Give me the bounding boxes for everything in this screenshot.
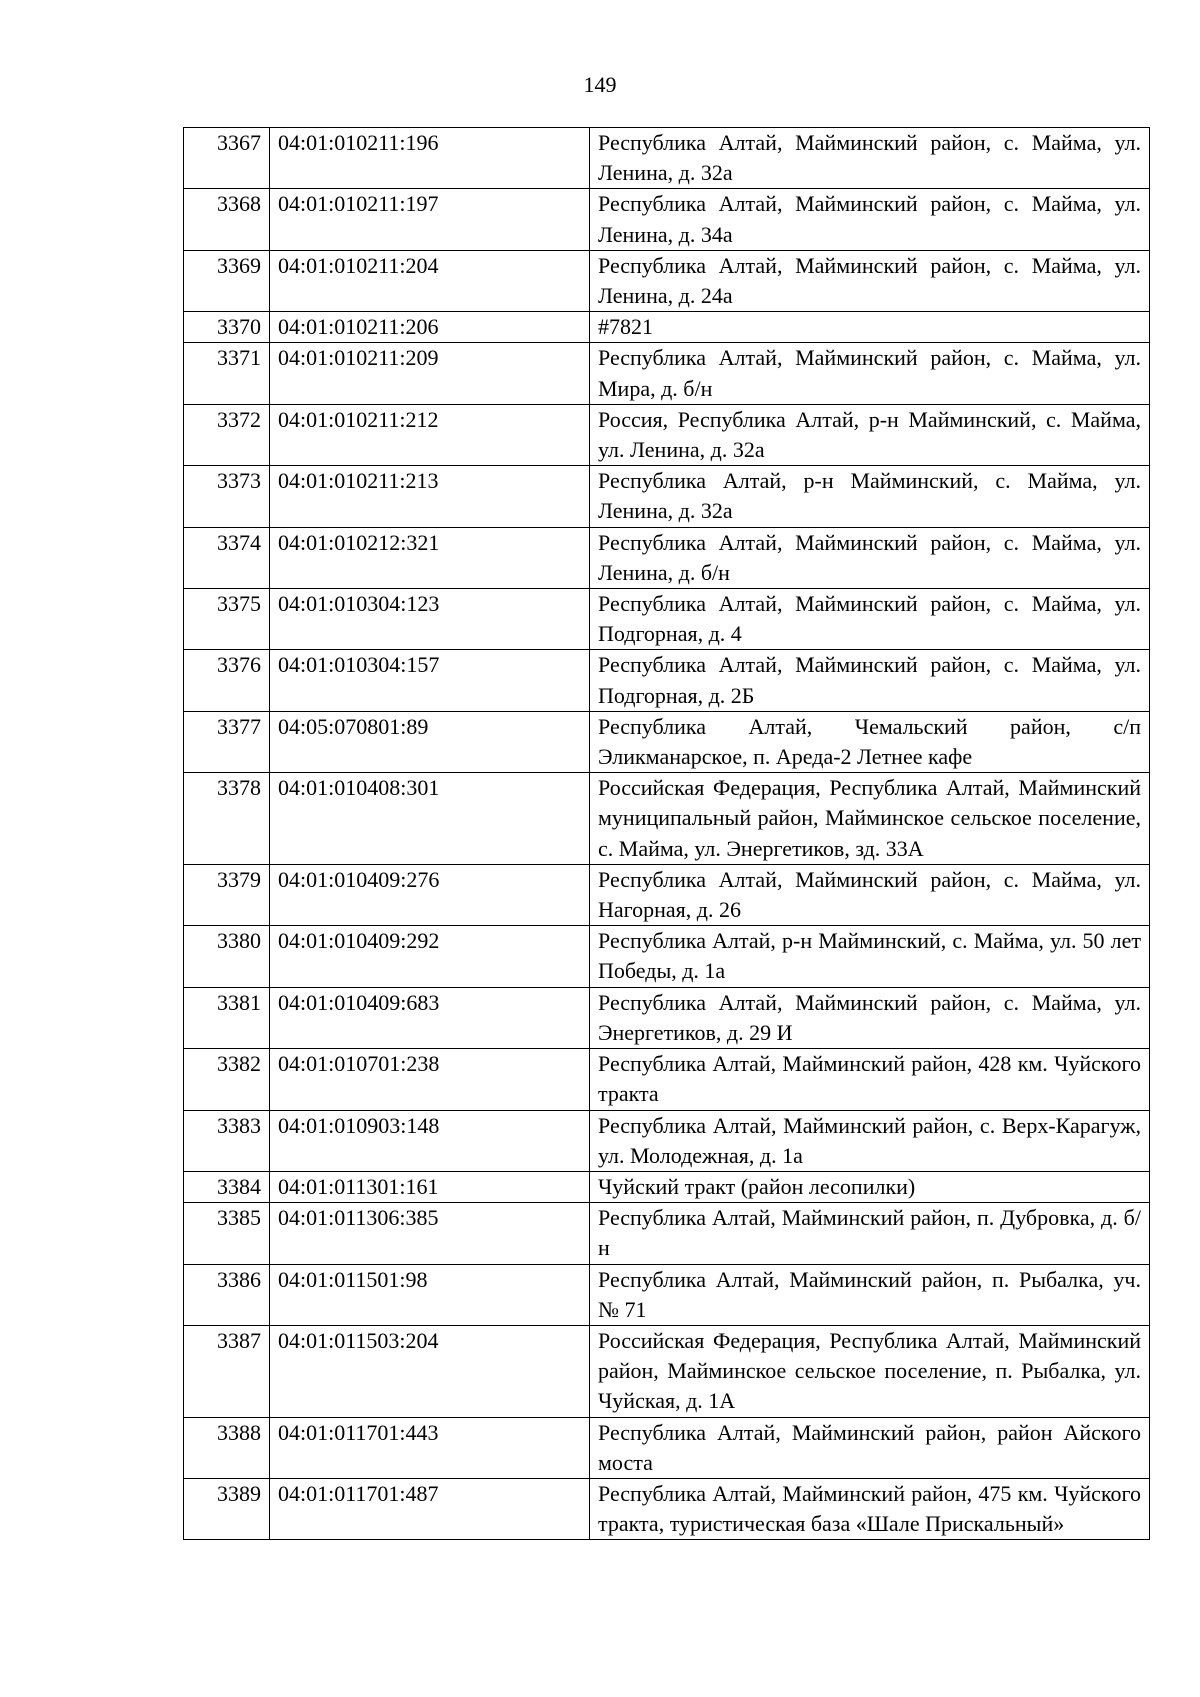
table-row xyxy=(184,466,1150,527)
address: Республика Алтай, Майминский район, с. Майма, ул. Нагорная, д. 26 xyxy=(590,864,1150,925)
row-number: 3378 xyxy=(184,773,270,865)
table-row xyxy=(184,527,1150,588)
table-row xyxy=(184,711,1150,772)
table-row xyxy=(184,589,1150,650)
row-number: 3389 xyxy=(184,1478,270,1539)
address: Республика Алтай, Майминский район, с. Майма, ул. Подгорная, д. 2Б xyxy=(590,650,1150,711)
cadastral-number: 04:01:010304:123 xyxy=(270,589,590,650)
cadastral-number: 04:01:010408:301 xyxy=(270,773,590,865)
address: Чуйский тракт (район лесопилки) xyxy=(590,1171,1150,1202)
row-number: 3383 xyxy=(184,1110,270,1171)
cadastral-number: 04:01:011501:98 xyxy=(270,1264,590,1325)
cadastral-number: 04:01:011701:443 xyxy=(270,1417,590,1478)
row-number: 3385 xyxy=(184,1203,270,1264)
address: Республика Алтай, р-н Майминский, с. Майма, ул. Ленина, д. 32а xyxy=(590,466,1150,527)
row-number: 3381 xyxy=(184,987,270,1048)
row-number: 3374 xyxy=(184,527,270,588)
table-row xyxy=(184,404,1150,465)
table-row xyxy=(184,773,1150,865)
cadastral-number: 04:01:010211:212 xyxy=(270,404,590,465)
row-number: 3380 xyxy=(184,926,270,987)
row-number: 3388 xyxy=(184,1417,270,1478)
address: Республика Алтай, Майминский район, с. Майма, ул. Ленина, д. б/н xyxy=(590,527,1150,588)
address: Республика Алтай, Майминский район, район Айского моста xyxy=(590,1417,1150,1478)
table-row xyxy=(184,1478,1150,1539)
cadastral-number: 04:01:010212:321 xyxy=(270,527,590,588)
row-number: 3376 xyxy=(184,650,270,711)
cadastral-number: 04:01:010211:196 xyxy=(270,128,590,189)
cadastral-number: 04:01:010211:209 xyxy=(270,343,590,404)
row-number: 3382 xyxy=(184,1049,270,1110)
table-row xyxy=(184,128,1150,189)
address: Республика Алтай, Майминский район, с. Майма, ул. Ленина, д. 24а xyxy=(590,250,1150,311)
address: Республика Алтай, Майминский район, 475 км. Чуйского тракта, туристическая база «Шале Прискальный» xyxy=(590,1478,1150,1539)
row-number: 3371 xyxy=(184,343,270,404)
address: Республика Алтай, Чемальский район, с/п Эликманарское, п. Ареда-2 Летнее кафе xyxy=(590,711,1150,772)
table-row xyxy=(184,189,1150,250)
table-row xyxy=(184,250,1150,311)
address: Российская Федерация, Республика Алтай, Майминский муниципальный район, Майминское сельское поселение, с. Майма, ул. Энергетиков, зд. 33А xyxy=(590,773,1150,865)
table-row xyxy=(184,343,1150,404)
cadastral-number: 04:01:010409:683 xyxy=(270,987,590,1048)
page-number: 149 xyxy=(583,72,617,97)
cadastral-number: 04:01:011503:204 xyxy=(270,1325,590,1417)
address: Республика Алтай, Майминский район, п. Дубровка, д. б/н xyxy=(590,1203,1150,1264)
table-row xyxy=(184,1264,1150,1325)
row-number: 3387 xyxy=(184,1325,270,1417)
row-number: 3372 xyxy=(184,404,270,465)
cadastral-number: 04:01:011306:385 xyxy=(270,1203,590,1264)
cadastral-number: 04:01:010211:213 xyxy=(270,466,590,527)
address: Республика Алтай, р-н Майминский, с. Майма, ул. 50 лет Победы, д. 1а xyxy=(590,926,1150,987)
row-number: 3379 xyxy=(184,864,270,925)
cadastral-number: 04:01:010409:292 xyxy=(270,926,590,987)
table-row xyxy=(184,1110,1150,1171)
address: #7821 xyxy=(590,312,1150,343)
cadastral-number: 04:01:010409:276 xyxy=(270,864,590,925)
cadastral-number: 04:05:070801:89 xyxy=(270,711,590,772)
table-row xyxy=(184,1049,1150,1110)
row-number: 3377 xyxy=(184,711,270,772)
row-number: 3373 xyxy=(184,466,270,527)
cadastral-number: 04:01:010211:206 xyxy=(270,312,590,343)
row-number: 3370 xyxy=(184,312,270,343)
cadastral-number: 04:01:010304:157 xyxy=(270,650,590,711)
cadastral-number: 04:01:011301:161 xyxy=(270,1171,590,1202)
address: Российская Федерация, Республика Алтай, Майминский район, Майминское сельское поселение, п. Рыбалка, ул. Чуйская, д. 1А xyxy=(590,1325,1150,1417)
registry-table xyxy=(183,127,1150,1540)
address: Республика Алтай, Майминский район, с. Майма, ул. Ленина, д. 34а xyxy=(590,189,1150,250)
cadastral-number: 04:01:010211:197 xyxy=(270,189,590,250)
table-row xyxy=(184,1417,1150,1478)
table-row xyxy=(184,1171,1150,1202)
table-row xyxy=(184,987,1150,1048)
address: Республика Алтай, Майминский район, с. Майма, ул. Мира, д. б/н xyxy=(590,343,1150,404)
row-number: 3368 xyxy=(184,189,270,250)
row-number: 3384 xyxy=(184,1171,270,1202)
row-number: 3386 xyxy=(184,1264,270,1325)
table-row xyxy=(184,650,1150,711)
row-number: 3369 xyxy=(184,250,270,311)
table-row xyxy=(184,926,1150,987)
address: Россия, Республика Алтай, р-н Майминский, с. Майма, ул. Ленина, д. 32а xyxy=(590,404,1150,465)
table-row xyxy=(184,1203,1150,1264)
table-row xyxy=(184,1325,1150,1417)
address: Республика Алтай, Майминский район, с. Верх-Карагуж, ул. Молодежная, д. 1а xyxy=(590,1110,1150,1171)
address: Республика Алтай, Майминский район, с. Майма, ул. Ленина, д. 32а xyxy=(590,128,1150,189)
table-row xyxy=(184,312,1150,343)
address: Республика Алтай, Майминский район, с. Майма, ул. Энергетиков, д. 29 И xyxy=(590,987,1150,1048)
cadastral-number: 04:01:010701:238 xyxy=(270,1049,590,1110)
row-number: 3375 xyxy=(184,589,270,650)
row-number: 3367 xyxy=(184,128,270,189)
address: Республика Алтай, Майминский район, с. Майма, ул. Подгорная, д. 4 xyxy=(590,589,1150,650)
cadastral-number: 04:01:010903:148 xyxy=(270,1110,590,1171)
address: Республика Алтай, Майминский район, 428 км. Чуйского тракта xyxy=(590,1049,1150,1110)
table-row xyxy=(184,864,1150,925)
address: Республика Алтай, Майминский район, п. Рыбалка, уч. № 71 xyxy=(590,1264,1150,1325)
cadastral-number: 04:01:011701:487 xyxy=(270,1478,590,1539)
cadastral-number: 04:01:010211:204 xyxy=(270,250,590,311)
